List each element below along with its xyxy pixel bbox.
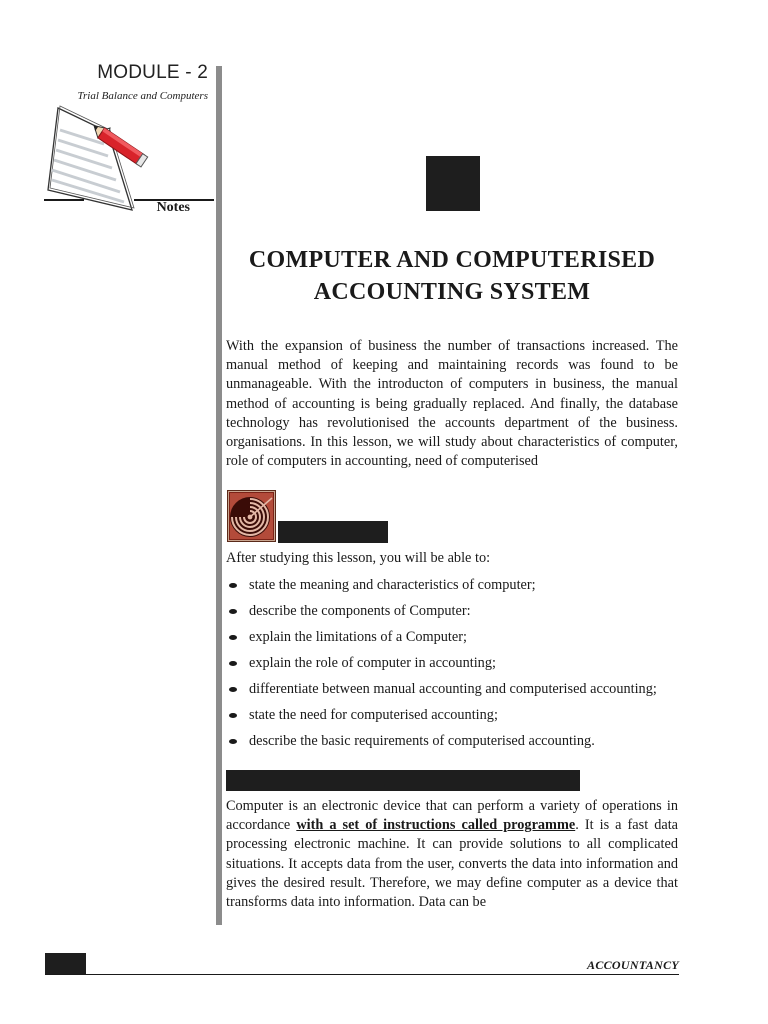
- list-item: differentiate between manual accounting and computerised accounting;: [226, 680, 686, 706]
- bullet-icon: [229, 739, 237, 744]
- footer-rule: [45, 974, 679, 975]
- bullet-icon: [229, 713, 237, 718]
- bullet-icon: [229, 661, 237, 666]
- section-paragraph: Computer is an electronic device that can perform a variety of operations in accordance with a set of instructions called programme. It is a fast data processing electronic machine. It can provide solutions to all complicated situations. It accepts data from the user, converts the data into information and gives the desired result. Therefore, we may define computer as a device that transforms data into information. Data can be: [226, 798, 678, 911]
- footer-subject: ACCOUNTANCY: [587, 958, 679, 972]
- list-item: state the meaning and characteristics of computer;: [226, 576, 686, 602]
- margin-divider: [216, 66, 222, 925]
- lesson-title-line-2: ACCOUNTING SYSTEM: [313, 279, 591, 305]
- section-heading: [226, 770, 580, 791]
- programme-definition: with a set of instructions called programme: [296, 817, 576, 834]
- module-title: MODULE - 2: [97, 62, 208, 83]
- bullet-icon: [229, 609, 237, 614]
- objectives-list: [226, 576, 686, 758]
- module-subtitle: Trial Balance and Computers: [77, 90, 208, 102]
- lesson-number-block: [426, 156, 480, 211]
- lesson-title-line-1: COMPUTER AND COMPUTERISED: [248, 247, 656, 273]
- page-number-block: [45, 953, 86, 975]
- objectives-heading: [278, 521, 388, 543]
- list-item: explain the role of computer in accounting;: [226, 654, 686, 680]
- bullet-icon: [229, 635, 237, 640]
- list-item: describe the basic requirements of computerised accounting.: [226, 732, 686, 758]
- intro-paragraph: With the expansion of business the number of transactions increased. The manual method of keeping and maintaining records was found to be unmanageable. With the introducton of computers in business, the manual method of accounting is being gradually replaced. And finally, the database technology has revolutionised the accounts department of the business. organisations. In this lesson, we will study about characteristics of computer, role of computers in accounting, need of computerised: [226, 338, 678, 470]
- list-item: state the need for computerised accounting;: [226, 706, 686, 732]
- bullet-icon: [229, 583, 237, 588]
- section-paragraph-region: [226, 797, 678, 914]
- bullet-icon: [229, 687, 237, 692]
- notes-label: Notes: [156, 200, 190, 215]
- list-item: describe the components of Computer:: [226, 602, 686, 628]
- intro-paragraph-region: [226, 337, 678, 472]
- objectives-lead: After studying this lesson, you will be able to:: [226, 550, 491, 566]
- lesson-title: [226, 244, 678, 308]
- list-item: explain the limitations of a Computer;: [226, 628, 686, 654]
- target-icon: [227, 490, 276, 542]
